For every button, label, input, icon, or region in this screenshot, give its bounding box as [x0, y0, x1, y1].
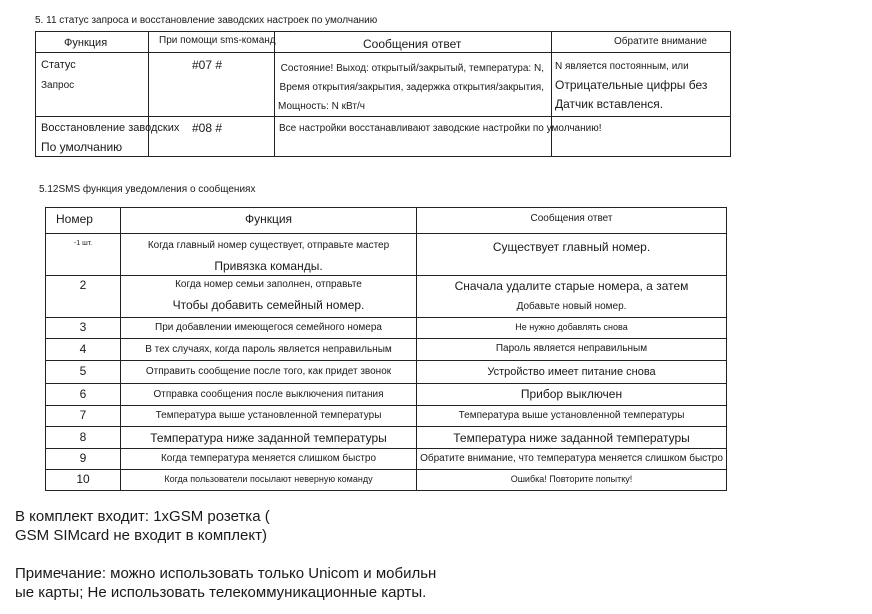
table-row [36, 53, 731, 117]
number-cell: 3 [46, 318, 121, 339]
reply-cell: Прибор выключен [417, 384, 727, 406]
reply-cell: Не нужно добавлять снова [417, 318, 727, 339]
table-row [46, 318, 727, 339]
header-note: Обратите внимание [552, 32, 731, 53]
function-cell: При добавлении имеющегося семейного номера [121, 318, 417, 339]
function-cell: Восстановление заводских По умолчанию [36, 117, 149, 157]
function-cell: Отправка сообщения после выключения питания [121, 384, 417, 406]
number-cell: 6 [46, 384, 121, 406]
reply-cell: Устройство имеет питание снова [417, 361, 727, 384]
header-number: Номер [46, 208, 121, 234]
header-function: Функция [121, 208, 417, 234]
number-cell: 10 [46, 470, 121, 491]
reply-cell: Пароль является неправильным [417, 339, 727, 361]
function-cell: Статус Запрос [36, 53, 149, 117]
table-row [46, 427, 727, 449]
reply-cell: Температура ниже заданной температуры [417, 427, 727, 449]
section2-title: 5.12SMS функция уведомления о сообщениях [39, 184, 256, 195]
function-cell: Температура выше установленной температуры [121, 406, 417, 427]
table-row [46, 276, 727, 318]
function-cell: Когда температура меняется слишком быстро [121, 449, 417, 470]
reply-cell: Существует главный номер. [417, 234, 727, 276]
status-query-table [35, 31, 731, 157]
table-row [46, 449, 727, 470]
notification-table [45, 207, 727, 491]
header-reply: Сообщения ответ [417, 208, 727, 234]
command-cell: #07 # [149, 53, 275, 117]
number-cell: 9 [46, 449, 121, 470]
command-cell: #08 # [149, 117, 275, 157]
function-cell: Когда пользователи посылают неверную команду [121, 470, 417, 491]
number-cell: 5 [46, 361, 121, 384]
reply-cell: Все настройки восстанавливают заводские настройки по умолчанию! [275, 117, 552, 157]
reply-cell: Ошибка! Повторите попытку! [417, 470, 727, 491]
reply-cell: Сначала удалите старые номера, а затем Добавьте новый номер. [417, 276, 727, 318]
reply-cell: Обратите внимание, что температура меняется слишком быстро [417, 449, 727, 470]
function-cell: Когда номер семьи заполнен, отправьте Чтобы добавить семейный номер. [121, 276, 417, 318]
table-row [46, 361, 727, 384]
header-function: Функция [36, 32, 149, 53]
number-cell: 2 [46, 276, 121, 318]
table-row [36, 117, 731, 157]
header-command: При помощи sms-команд [149, 32, 275, 53]
function-cell: Когда главный номер существует, отправьте мастер Привязка команды. [121, 234, 417, 276]
number-cell: 4 [46, 339, 121, 361]
package-contents: В комплект входит: 1xGSM розетка ( GSM SIMcard не входит в комплект) [15, 508, 270, 544]
number-cell: -1 шт. [46, 234, 121, 276]
note-cell [552, 117, 731, 157]
reply-cell: Состояние! Выход: открытый/закрытый, температура: N, Время открытия/закрытия, задержка открытия/закрытия, Мощность: N кВт/ч [275, 53, 552, 117]
reply-cell: Температура выше установленной температуры [417, 406, 727, 427]
usage-note: Примечание: можно использовать только Unicom и мобильн ые карты; Не использовать телекоммуникационные карты. [15, 565, 437, 601]
function-cell: Отправить сообщение после того, как придет звонок [121, 361, 417, 384]
number-cell: 7 [46, 406, 121, 427]
function-cell: В тех случаях, когда пароль является неправильным [121, 339, 417, 361]
section1-title: 5. 11 статус запроса и восстановление заводских настроек по умолчанию [35, 15, 378, 26]
table-row [46, 384, 727, 406]
note-cell: N является постоянным, или Отрицательные цифры без Датчик вставленся. [552, 53, 731, 117]
header-reply: Сообщения ответ [275, 32, 552, 53]
function-cell: Температура ниже заданной температуры [121, 427, 417, 449]
table-row [46, 339, 727, 361]
table-row [46, 470, 727, 491]
number-cell: 8 [46, 427, 121, 449]
table-row [46, 234, 727, 276]
table-row [46, 406, 727, 427]
